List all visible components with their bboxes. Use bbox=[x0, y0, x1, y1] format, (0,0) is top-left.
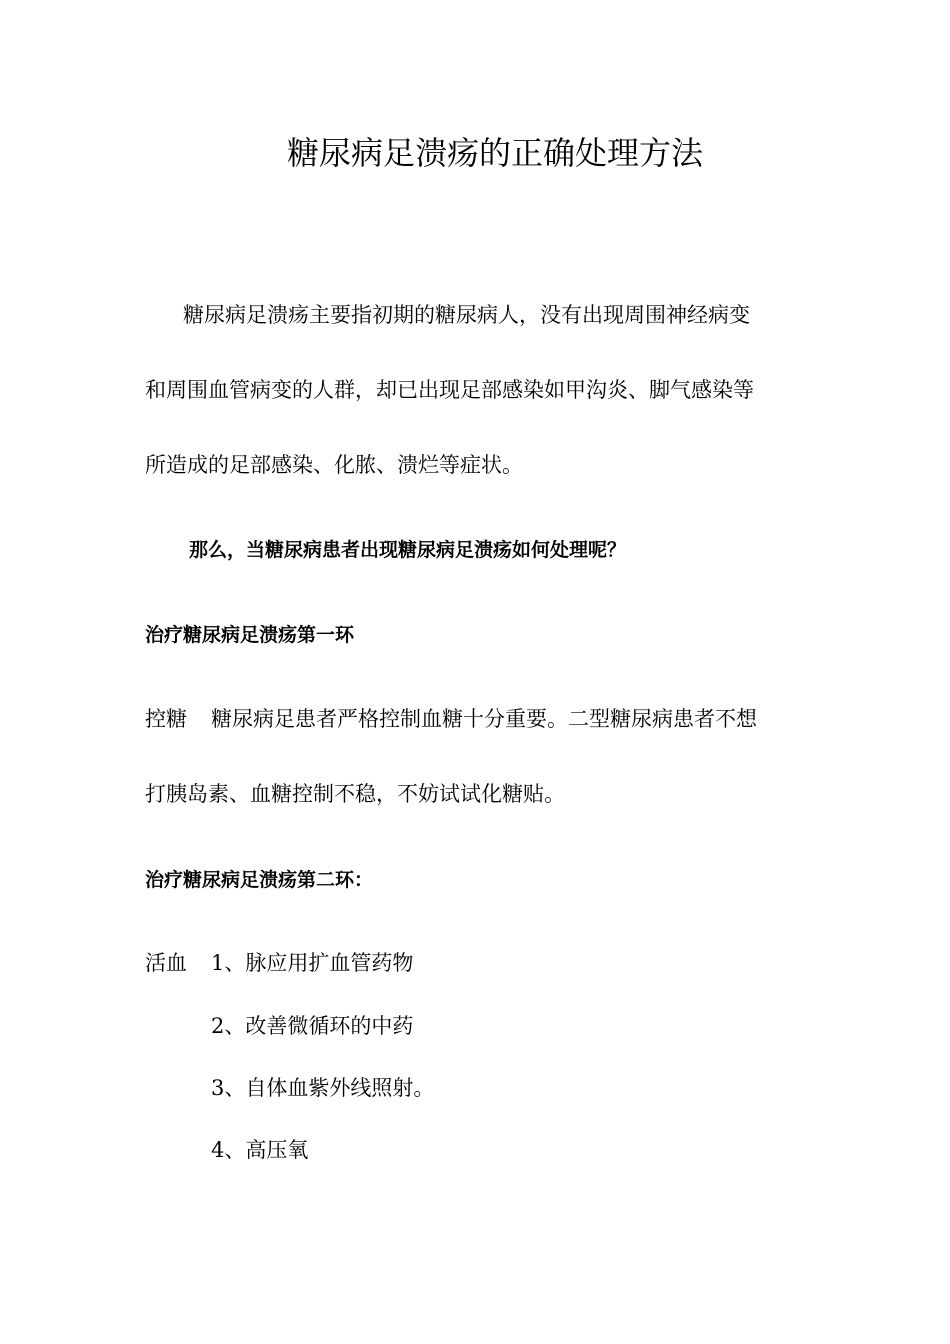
section-2-label: 活血 bbox=[145, 951, 187, 975]
question-heading: 那么，当糖尿病患者出现糖尿病足溃疡如何处理呢？ bbox=[189, 539, 627, 561]
section-1-heading: 治疗糖尿病足溃疡第一环 bbox=[145, 624, 355, 646]
section-1-label: 控糖 bbox=[145, 707, 187, 731]
document-title: 糖尿病足溃疡的正确处理方法 bbox=[287, 134, 704, 172]
section-2-heading: 治疗糖尿病足溃疡第二环： bbox=[145, 869, 374, 891]
list-item: 2、改善微循环的中药 bbox=[211, 1014, 414, 1038]
intro-line-2: 和周围血管病变的人群，却已出现足部感染如甲沟炎、脚气感染等 bbox=[145, 378, 754, 402]
list-item: 4、高压氧 bbox=[211, 1138, 309, 1162]
intro-line-3: 所造成的足部感染、化脓、溃烂等症状。 bbox=[145, 453, 523, 477]
list-item: 3、自体血紫外线照射。 bbox=[211, 1076, 435, 1100]
list-item: 1、脉应用扩血管药物 bbox=[211, 951, 414, 975]
intro-line-1: 糖尿病足溃疡主要指初期的糖尿病人，没有出现周围神经病变 bbox=[183, 303, 750, 327]
section-1-line-2: 打胰岛素、血糖控制不稳，不妨试试化糖贴。 bbox=[145, 782, 565, 806]
section-1-line-1: 糖尿病足患者严格控制血糖十分重要。二型糖尿病患者不想 bbox=[211, 707, 757, 731]
